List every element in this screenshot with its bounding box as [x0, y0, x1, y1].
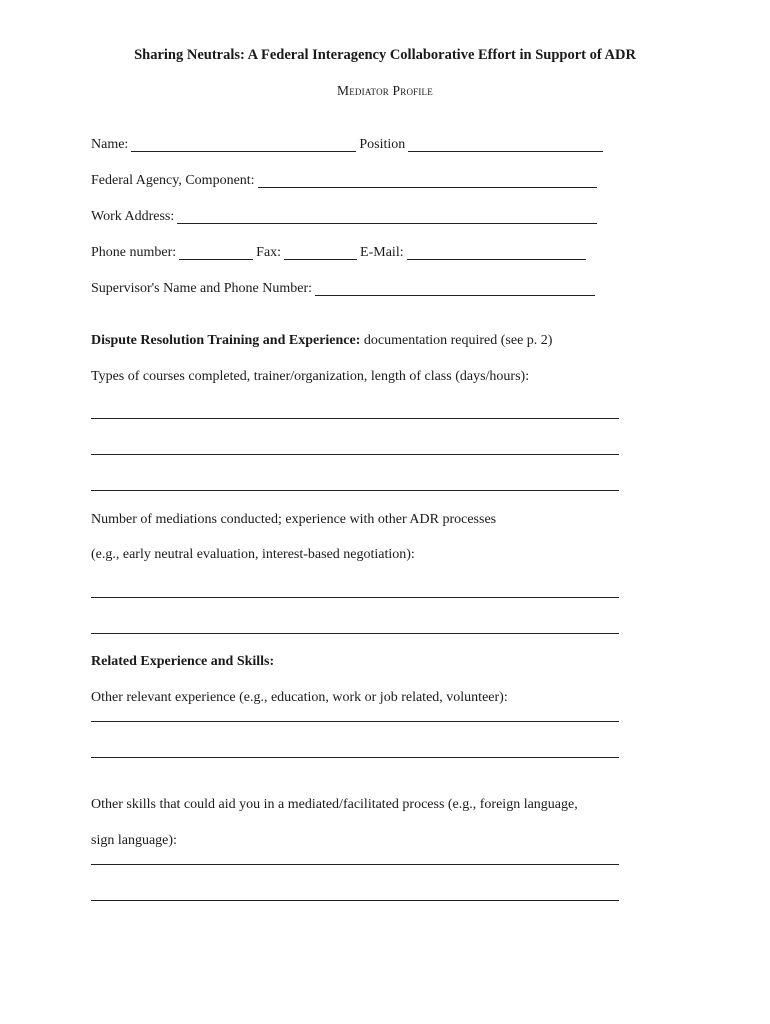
- fax-field[interactable]: [284, 245, 357, 260]
- mediations-prompt-continued: (e.g., early neutral evaluation, interest-based negotiation):: [91, 547, 415, 562]
- experience-answer-line[interactable]: [91, 757, 619, 758]
- supervisor-field[interactable]: [315, 281, 595, 296]
- supervisor-row: [91, 278, 595, 298]
- address-field[interactable]: [177, 209, 597, 224]
- name-position-row: [91, 134, 603, 154]
- agency-row: [91, 170, 597, 190]
- fax-label: Fax:: [256, 245, 282, 260]
- training-heading: Dispute Resolution Training and Experience:: [91, 333, 361, 348]
- courses-answer-line[interactable]: [91, 418, 619, 419]
- name-label: Name:: [91, 137, 129, 152]
- skills-prompt-continued: sign language):: [91, 833, 177, 848]
- skills-answer-line[interactable]: [91, 900, 619, 901]
- email-label: E-Mail:: [360, 245, 404, 260]
- address-label: Work Address:: [91, 209, 175, 224]
- supervisor-label: Supervisor's Name and Phone Number:: [91, 281, 313, 296]
- experience-answer-line[interactable]: [91, 721, 619, 722]
- mediations-answer-line[interactable]: [91, 597, 619, 598]
- contact-row: [91, 242, 586, 262]
- position-field[interactable]: [408, 137, 603, 152]
- name-field[interactable]: [131, 137, 356, 152]
- mediations-prompt: Number of mediations conducted; experience with other ADR processes: [91, 512, 497, 527]
- form-subtitle: Mediator Profile: [337, 83, 433, 98]
- skills-prompt: Other skills that could aid you in a mediated/facilitated process (e.g., foreign language,: [91, 797, 578, 812]
- phone-field[interactable]: [179, 245, 253, 260]
- courses-prompt: Types of courses completed, trainer/organization, length of class (days/hours):: [91, 369, 530, 384]
- form-title: Sharing Neutrals: A Federal Interagency Collaborative Effort in Support of ADR: [134, 47, 636, 63]
- courses-answer-line[interactable]: [91, 454, 619, 455]
- courses-answer-line[interactable]: [91, 490, 619, 491]
- training-note: documentation required (see p. 2): [360, 333, 553, 348]
- agency-label: Federal Agency, Component:: [91, 173, 255, 188]
- training-heading-line: [91, 332, 552, 350]
- address-row: [91, 206, 597, 226]
- experience-prompt: Other relevant experience (e.g., education, work or job related, volunteer):: [91, 690, 508, 705]
- mediations-answer-line[interactable]: [91, 633, 619, 634]
- agency-field[interactable]: [258, 173, 597, 188]
- phone-label: Phone number:: [91, 245, 177, 260]
- related-heading: Related Experience and Skills:: [91, 654, 275, 669]
- position-label: Position: [359, 137, 406, 152]
- email-field[interactable]: [407, 245, 586, 260]
- skills-answer-line[interactable]: [91, 864, 619, 865]
